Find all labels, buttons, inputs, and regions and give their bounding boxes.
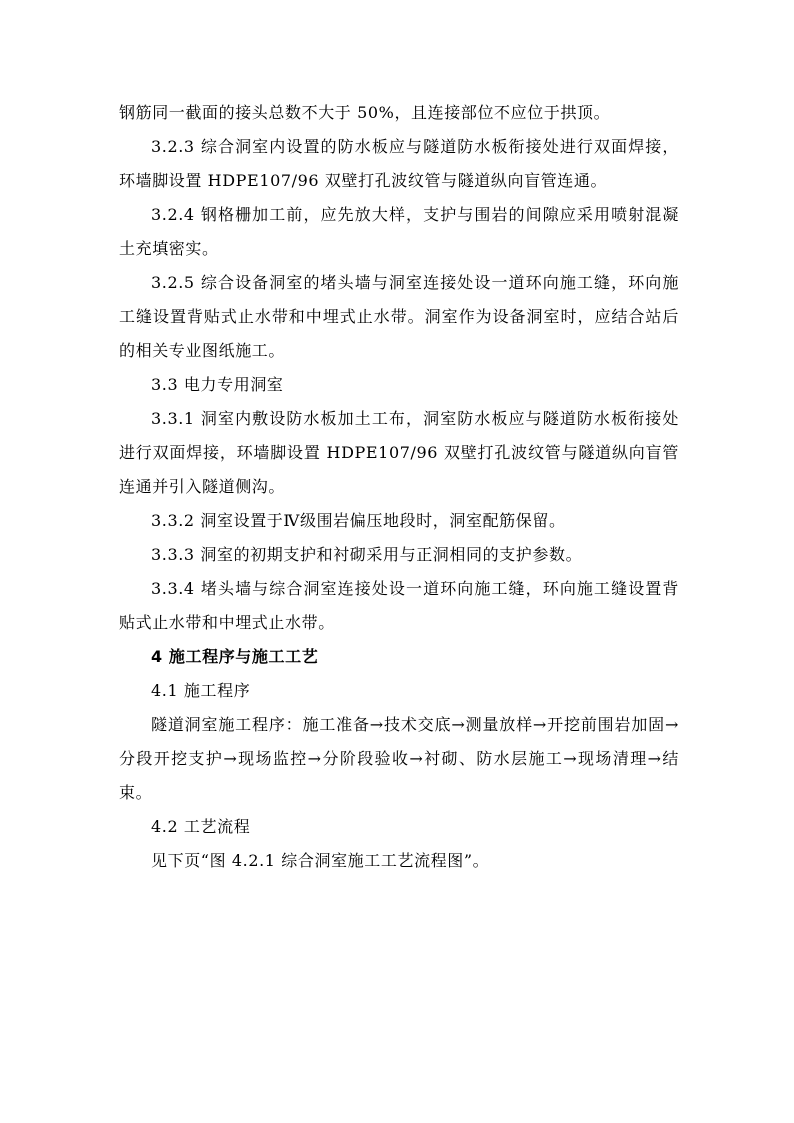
paragraph-3-2-4: 3.2.4 钢格栅加工前，应先放大样，支护与围岩的间隙应采用喷射混凝土充填密实。 — [119, 205, 679, 258]
paragraph-rebar-joints: 钢筋同一截面的接头总数不大于 50%，且连接部位不应位于拱顶。 — [119, 103, 611, 122]
section-heading-3-3: 3.3 电力专用洞室 — [151, 375, 284, 394]
chapter-heading-4: 4 施工程序与施工工艺 — [151, 647, 319, 666]
section-heading-4-2: 4.2 工艺流程 — [151, 817, 251, 836]
section-heading-4-1: 4.1 施工程序 — [151, 681, 251, 700]
paragraph-3-3-3: 3.3.3 洞室的初期支护和衬砌采用与正洞相同的支护参数。 — [151, 545, 583, 564]
paragraph-3-3-2: 3.3.2 洞室设置于Ⅳ级围岩偏压地段时，洞室配筋保留。 — [151, 511, 566, 530]
document-body — [119, 96, 679, 878]
paragraph-see-figure: 见下页“图 4.2.1 综合洞室施工工艺流程图”。 — [151, 851, 490, 870]
paragraph-3-3-4: 3.3.4 堵头墙与综合洞室连接处设一道环向施工缝，环向施工缝设置背贴式止水带和中埋式止水带。 — [119, 579, 679, 632]
paragraph-procedure: 隧道洞室施工程序：施工准备→技术交底→测量放样→开挖前围岩加固→分段开挖支护→现场监控→分阶段验收→衬砌、防水层施工→现场清理→结束。 — [119, 715, 679, 802]
paragraph-3-3-1: 3.3.1 洞室内敷设防水板加土工布，洞室防水板应与隧道防水板衔接处进行双面焊接，环墙脚设置 HDPE107/96 双壁打孔波纹管与隧道纵向盲管连通并引入隧道侧沟。 — [119, 409, 679, 496]
paragraph-3-2-5: 3.2.5 综合设备洞室的堵头墙与洞室连接处设一道环向施工缝，环向施工缝设置背贴式止水带和中埋式止水带。洞室作为设备洞室时，应结合站后的相关专业图纸施工。 — [119, 273, 679, 360]
paragraph-3-2-3: 3.2.3 综合洞室内设置的防水板应与隧道防水板衔接处进行双面焊接，环墙脚设置 HDPE107/96 双壁打孔波纹管与隧道纵向盲管连通。 — [119, 137, 679, 190]
